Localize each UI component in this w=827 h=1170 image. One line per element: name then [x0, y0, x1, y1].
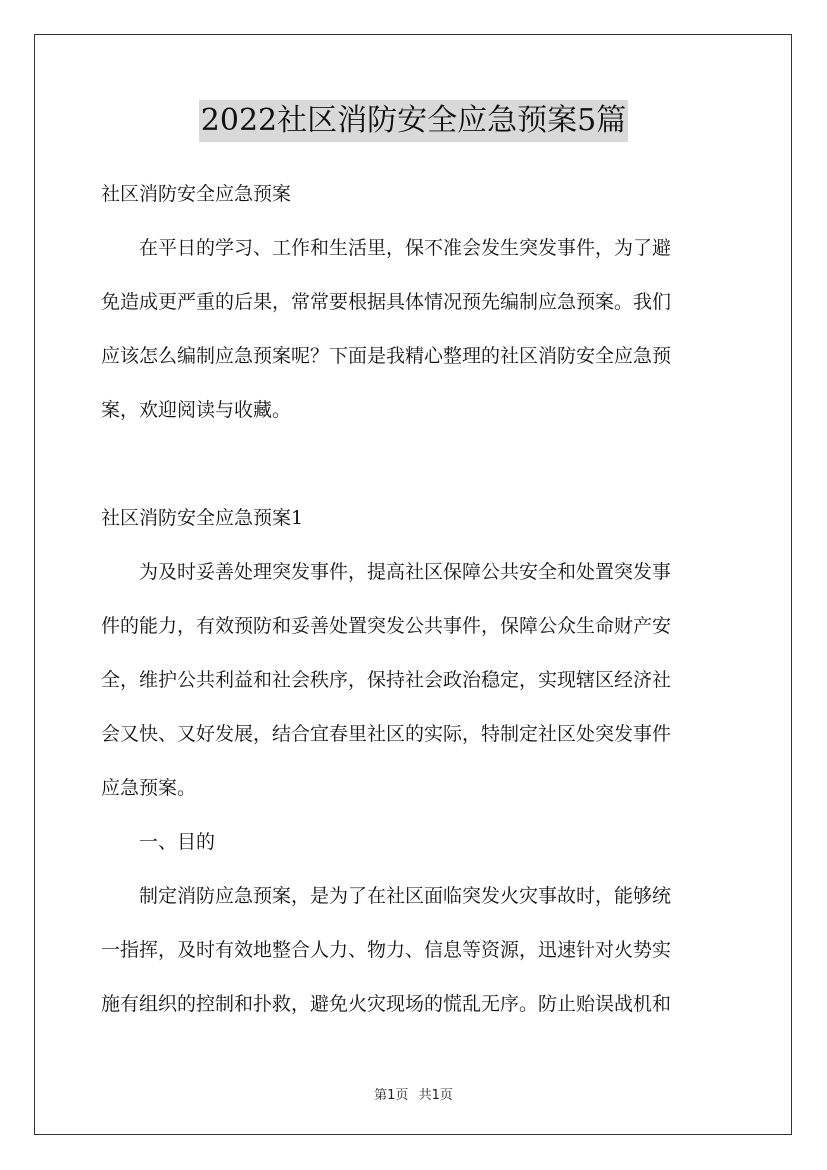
section1-line: 件的能力，有效预防和妥善处置突发公共事件，保障公众生命财产安 — [101, 615, 672, 637]
title-container — [0, 100, 827, 142]
intro-line: 案，欢迎阅读与收藏。 — [101, 399, 292, 421]
intro-heading: 社区消防安全应急预案 — [101, 183, 292, 205]
section1-line: 应急预案。 — [101, 777, 197, 799]
spacer — [101, 212, 728, 230]
page-total: 共1页 — [418, 1088, 453, 1103]
section1-line: 会又快、又好发展，结合宜春里社区的实际，特制定社区处突发事件 — [101, 723, 672, 745]
intro-line: 应该怎么编制应急预案呢？下面是我精心整理的社区消防安全应急预 — [101, 345, 672, 367]
section1-line: 为及时妥善处理突发事件，提高社区保障公共安全和处置突发事 — [139, 561, 672, 583]
page-footer — [0, 1084, 827, 1103]
document-body — [101, 176, 728, 1022]
intro-line: 在平日的学习、工作和生活里，保不准会发生突发事件，为了避 — [139, 237, 672, 259]
page-number: 第1页 — [374, 1088, 409, 1103]
purpose-line: 一指挥，及时有效地整合人力、物力、信息等资源，迅速针对火势实 — [101, 939, 672, 961]
document-title: 2022社区消防安全应急预案5篇 — [199, 100, 628, 142]
intro-line: 免造成更严重的后果，常常要根据具体情况预先编制应急预案。我们 — [101, 291, 672, 313]
purpose-line: 施有组织的控制和扑救，避免火灾现场的慌乱无序。防止贻误战机和 — [101, 993, 672, 1015]
section1-heading: 社区消防安全应急预案1 — [101, 507, 304, 529]
section1-line: 全，维护公共利益和社会秩序，保持社会政治稳定，实现辖区经济社 — [101, 669, 672, 691]
purpose-subheading: 一、目的 — [139, 831, 216, 853]
purpose-line: 制定消防应急预案，是为了在社区面临突发火灾事故时，能够统 — [139, 885, 672, 907]
